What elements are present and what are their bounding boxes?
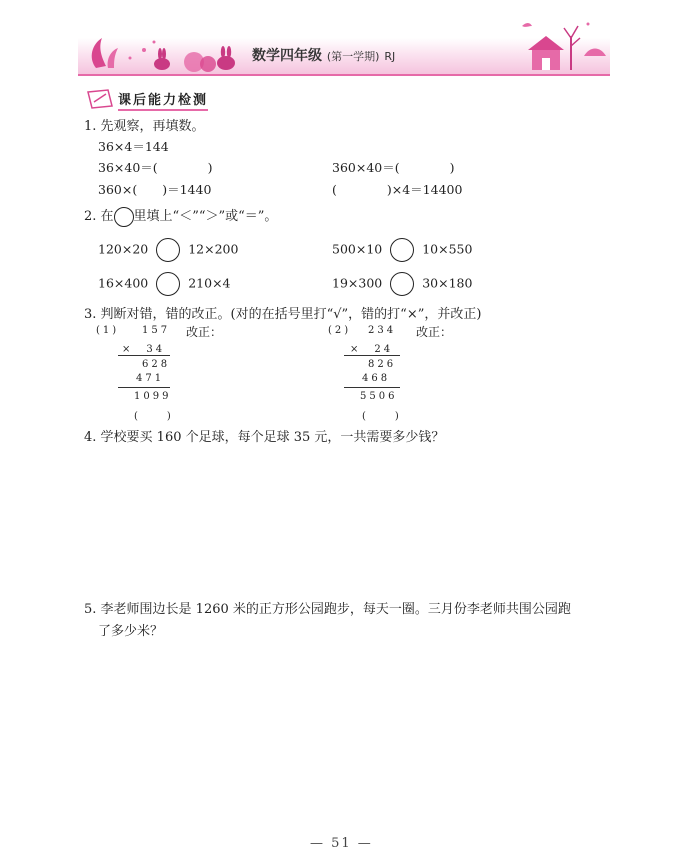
section-title: 课后能力检测 <box>118 89 208 111</box>
q2-prompt-before: 2. 在 <box>84 209 114 224</box>
correction-label-2: 改正： <box>416 325 453 339</box>
calc2-line-2: × 24 <box>350 344 394 355</box>
q1-item-d: ( )×4＝14400 <box>332 182 463 197</box>
calc1-line-1: 157 <box>142 325 171 336</box>
q3-prompt: 3. 判断对错，错的改正。(对的在括号里打“√”，错的打“×”，并改正) <box>84 307 482 322</box>
calc2-line-5: 5506 <box>360 391 398 402</box>
header-right-decoration <box>508 16 612 74</box>
q2-prompt <box>84 205 277 227</box>
calc2-mark[interactable]: ( ) <box>362 411 402 422</box>
q2-item-4-right: 30×180 <box>422 275 473 291</box>
pencil-note-icon <box>86 88 116 110</box>
q1-item-a: 36×40＝( ) <box>98 160 213 175</box>
q5-line-2: 了多少米？ <box>98 624 164 639</box>
answer-circle-2[interactable] <box>390 238 414 262</box>
header-title: 数学四年级 <box>252 48 322 64</box>
bunny-icon <box>217 46 235 70</box>
calc1-line-4: 471 <box>136 373 165 384</box>
q1-item-c: 360×( )＝1440 <box>98 182 212 197</box>
q2-row-1 <box>98 238 238 262</box>
page-header <box>252 45 395 65</box>
q1-item-b: 360×40＝( ) <box>332 160 455 175</box>
calc1-line-5: 1099 <box>134 391 172 402</box>
q1-prompt: 1. 先观察，再填数。 <box>84 119 205 134</box>
q2-item-4-left: 19×300 <box>332 275 383 291</box>
q2-row-3 <box>98 272 231 296</box>
calc2-rule-1 <box>344 355 400 356</box>
q2-item-1-right: 12×200 <box>188 241 239 257</box>
q2-item-2-right: 10×550 <box>422 241 473 257</box>
calc1-line-3: 628 <box>142 359 171 370</box>
q2-item-1-left: 120×20 <box>98 241 149 257</box>
q2-row-2 <box>332 238 472 262</box>
q2-item-3-right: 210×4 <box>188 275 231 291</box>
calc1-label: (1) <box>96 325 120 336</box>
calc1-rule-1 <box>118 355 170 356</box>
answer-circle-3[interactable] <box>156 272 180 296</box>
tree-icon <box>564 26 580 70</box>
calc2-line-4: 468 <box>362 373 391 384</box>
correction-label-1: 改正： <box>186 325 223 339</box>
page-number: — 51 — <box>310 836 373 851</box>
calc2-line-1: 234 <box>368 325 397 336</box>
header-edition: RJ <box>384 50 396 63</box>
q5-line-1: 5. 李老师围边长是 1260 米的正方形公园跑步，每天一圈。三月份李老师共围公园跑 <box>84 602 571 617</box>
calc1-line-2: × 34 <box>122 344 166 355</box>
flower-icon <box>92 38 118 68</box>
answer-circle-4[interactable] <box>390 272 414 296</box>
q2-item-2-left: 500×10 <box>332 241 383 257</box>
answer-circle-1[interactable] <box>156 238 180 262</box>
calc1-rule-2 <box>118 387 170 388</box>
q2-item-3-left: 16×400 <box>98 275 149 291</box>
bunny-icon <box>154 48 170 70</box>
calc1-mark[interactable]: ( ) <box>134 411 174 422</box>
answer-circle-icon <box>114 207 134 227</box>
q1-given: 36×4＝144 <box>98 139 169 154</box>
calc2-label: (2) <box>328 325 352 336</box>
header-left-decoration <box>84 28 244 74</box>
q2-row-4 <box>332 272 472 296</box>
q2-prompt-after: 里填上“＜”“＞”或“＝”。 <box>133 209 278 224</box>
q4-text: 4. 学校要买 160 个足球，每个足球 35 元，一共需要多少钱？ <box>84 430 445 445</box>
calc2-rule-2 <box>344 387 400 388</box>
calc2-line-3: 826 <box>368 359 397 370</box>
header-subtitle: (第一学期) <box>326 50 380 63</box>
house-icon <box>528 36 564 70</box>
